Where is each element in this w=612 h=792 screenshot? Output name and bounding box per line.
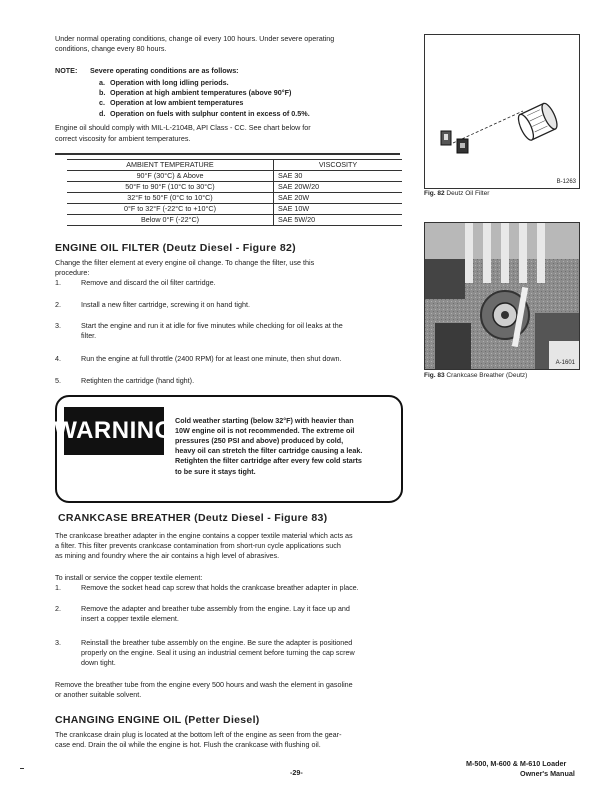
table-row	[67, 215, 402, 226]
engine-oil-line-2: correct viscosity for ambient temperatures.	[55, 134, 191, 143]
figure-83-photo	[424, 222, 580, 370]
breather-section-title: CRANKCASE BREATHER (Deutz Diesel - Figure 83)	[58, 512, 328, 524]
figure-82-frame	[424, 34, 580, 189]
figure-83-code: A-1601	[555, 360, 575, 366]
step-number: 2.	[55, 300, 61, 309]
breather-install-intro: To install or service the copper textile element:	[55, 573, 203, 582]
step-text: Run the engine at full throttle (2400 RPM) for at least one minute, then shut down.	[81, 354, 342, 363]
step-text-cont: insert a copper textile element.	[81, 614, 179, 623]
warning-line: to be sure it stays tight.	[175, 467, 256, 476]
step-text-cont: down tight.	[81, 658, 116, 667]
table-cell-temp: 0°F to 32°F (-22°C to +10°C)	[67, 204, 274, 215]
breather-para-line: a filter. This filter prevents crankcase contamination from short-run cycle applications such	[55, 541, 341, 550]
warning-line: 10W engine oil is not recommended. The extreme oil	[175, 426, 355, 435]
page-number: -29-	[290, 768, 303, 777]
table-row	[67, 193, 402, 204]
figure-82-number: Fig. 82	[424, 190, 445, 197]
step-text: Remove the socket head cap screw that holds the crankcase breather adapter in place.	[81, 583, 359, 592]
step-text: Remove the adapter and breather tube assembly from the engine. Lay it face up and	[81, 604, 350, 613]
table-cell-temp: 90°F (30°C) & Above	[67, 171, 274, 182]
table-cell-temp: Below 0°F (-22°C)	[67, 215, 274, 226]
intro-line-2: conditions, change every 80 hours.	[55, 44, 167, 53]
note-item-text: Operation on fuels with sulphur content in excess of 0.5%.	[110, 109, 310, 118]
table-cell-viscosity: SAE 10W	[274, 204, 403, 215]
step-number: 3.	[55, 321, 61, 330]
breather-remove-line-2: or another suitable solvent.	[55, 690, 142, 699]
breather-para-line: as mining and foundry where the air contains a high level of abrasives.	[55, 551, 280, 560]
filter-intro-line-2: procedure:	[55, 268, 90, 277]
table-header-viscosity: VISCOSITY	[274, 160, 403, 171]
changing-section-title: CHANGING ENGINE OIL (Petter Diesel)	[55, 714, 260, 726]
figure-82-caption	[424, 190, 489, 197]
warning-line: heavy oil can stretch the filter cartridge causing a leak.	[175, 446, 363, 455]
oil-filter-illustration	[425, 35, 579, 188]
filter-intro-line-1: Change the filter element at every engine oil change. To change the filter, use this	[55, 258, 315, 267]
step-number: 4.	[55, 354, 61, 363]
intro-line-1: Under normal operating conditions, change oil every 100 hours. Under severe operating	[55, 34, 335, 43]
viscosity-table	[67, 159, 402, 226]
warning-line: pressures (250 PSI and above) produced by cold,	[175, 436, 344, 445]
note-item-text: Operation at high ambient temperatures (above 90°F)	[110, 88, 292, 97]
figure-83-caption-text: Crankcase Breather (Deutz)	[446, 372, 528, 379]
note-label: NOTE:	[55, 66, 78, 75]
table-row	[67, 182, 402, 193]
crankcase-breather-photo	[425, 223, 579, 369]
table-header-ambient: AMBIENT TEMPERATURE	[67, 160, 274, 171]
step-text: Reinstall the breather tube assembly on the engine. Be sure the adapter is positioned	[81, 638, 353, 647]
changing-line-1: The crankcase drain plug is located at the bottom left of the engine as seen from the gear-	[55, 730, 342, 739]
step-number: 1.	[55, 278, 61, 287]
note-item-text: Operation with long idling periods.	[110, 78, 229, 87]
note-item-letter: d.	[99, 109, 106, 118]
table-cell-viscosity: SAE 30	[274, 171, 403, 182]
step-text: Remove and discard the oil filter cartridge.	[81, 278, 216, 287]
footer-model: M-500, M-600 & M-610 Loader	[466, 759, 567, 768]
warning-line: Cold weather starting (below 32°F) with heavier than	[175, 416, 354, 425]
table-header-row	[67, 160, 402, 171]
table-row	[67, 204, 402, 215]
table-row	[67, 171, 402, 182]
breather-para-line: The crankcase breather adapter in the engine contains a copper textile material which acts as	[55, 531, 353, 540]
breather-remove-line-1: Remove the breather tube from the engine every 500 hours and wash the element in gasoline	[55, 680, 353, 689]
changing-line-2: case end. Drain the oil while the engine is hot. Flush the crankcase with flushing oil.	[55, 740, 321, 749]
figure-82-caption-text: Deutz Oil Filter	[446, 190, 490, 197]
table-cell-temp: 32°F to 50°F (0°C to 10°C)	[67, 193, 274, 204]
note-item-letter: a.	[99, 78, 105, 87]
table-cell-temp: 50°F to 90°F (10°C to 30°C)	[67, 182, 274, 193]
table-cell-viscosity: SAE 20W/20	[274, 182, 403, 193]
step-number: 2.	[55, 604, 61, 613]
figure-83-number: Fig. 83	[424, 372, 445, 379]
step-text: Retighten the cartridge (hand tight).	[81, 376, 195, 385]
step-number: 5.	[55, 376, 61, 385]
warning-label: WARNING	[64, 407, 164, 455]
note-item-text: Operation at low ambient temperatures	[110, 98, 244, 107]
step-text: Install a new filter cartridge, screwing it on hand tight.	[81, 300, 250, 309]
step-number: 3.	[55, 638, 61, 647]
table-cell-viscosity: SAE 20W	[274, 193, 403, 204]
filter-section-title: ENGINE OIL FILTER (Deutz Diesel - Figure 82)	[55, 242, 296, 254]
step-text: Start the engine and run it at idle for five minutes while checking for oil leaks at the	[81, 321, 343, 330]
figure-82-code: B-1263	[556, 179, 576, 185]
note-item-letter: b.	[99, 88, 106, 97]
figure-83-caption	[424, 372, 527, 379]
step-number: 1.	[55, 583, 61, 592]
footer-manual: Owner's Manual	[520, 769, 575, 778]
note-heading: Severe operating conditions are as follows:	[90, 66, 239, 75]
engine-oil-line-1: Engine oil should comply with MIL-L-2104B, API Class - CC. See chart below for	[55, 123, 311, 132]
step-text-cont: filter.	[81, 331, 97, 340]
margin-mark	[20, 768, 24, 769]
note-item-letter: c.	[99, 98, 105, 107]
warning-line: Retighten the filter cartridge after every few cold starts	[175, 456, 362, 465]
table-rule-top	[55, 153, 400, 155]
step-text-cont: properly on the engine. Seal it using an industrial cement before turning the cap screw	[81, 648, 355, 657]
table-cell-viscosity: SAE 5W/20	[274, 215, 403, 226]
